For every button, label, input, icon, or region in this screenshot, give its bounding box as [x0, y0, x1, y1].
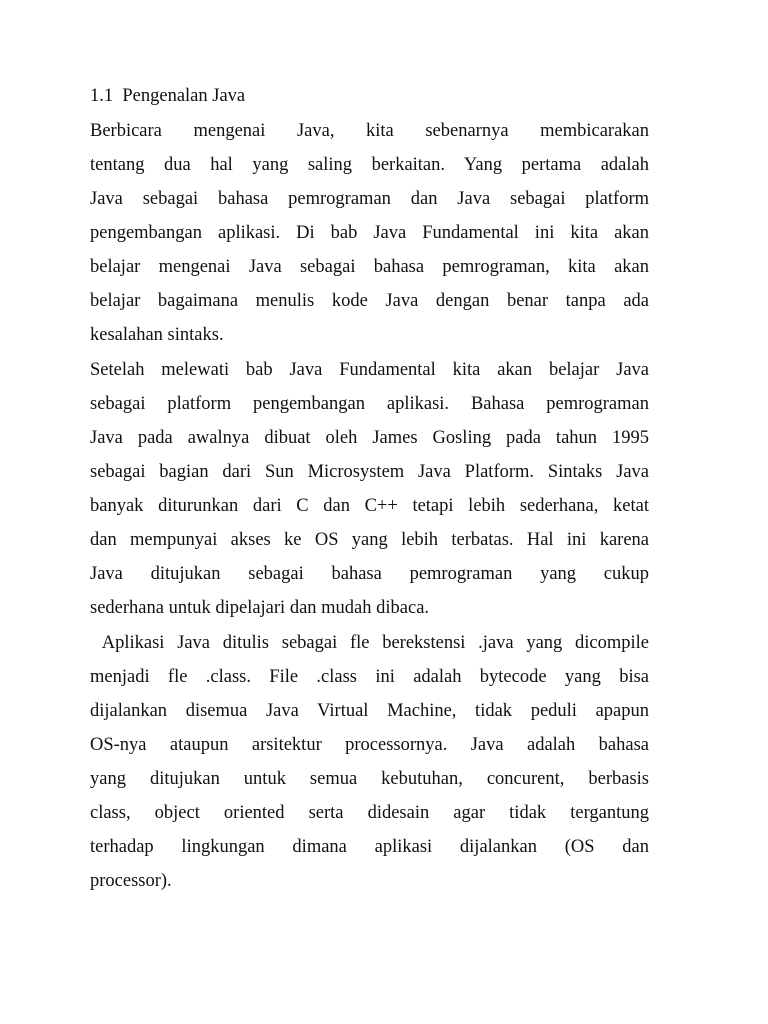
- paragraph-1-line-5: belajar mengenai Java sebagai bahasa pemrograman, kita akan: [90, 257, 649, 277]
- paragraph-3-line-1: Aplikasi Java ditulis sebagai fle berekstensi .java yang dicompile: [90, 633, 649, 653]
- paragraph-1-line-3: Java sebagai bahasa pemrograman dan Java sebagai platform: [90, 189, 649, 209]
- paragraph-3-line-3: dijalankan disemua Java Virtual Machine, tidak peduli apapun: [90, 701, 649, 721]
- paragraph-2-line-6: dan mempunyai akses ke OS yang lebih terbatas. Hal ini karena: [90, 530, 649, 550]
- section-heading: [90, 85, 245, 107]
- paragraph-2-line-8: sederhana untuk dipelajari dan mudah dibaca.: [90, 598, 430, 618]
- paragraph-3-line-7: terhadap lingkungan dimana aplikasi dijalankan (OS dan: [90, 837, 649, 857]
- paragraph-3-line-8: processor).: [90, 871, 172, 891]
- section-title: Pengenalan Java: [122, 86, 246, 106]
- paragraph-2-line-1: Setelah melewati bab Java Fundamental kita akan belajar Java: [90, 360, 649, 380]
- paragraph-2-line-4: sebagai bagian dari Sun Microsystem Java Platform. Sintaks Java: [90, 462, 649, 482]
- paragraph-1-line-2: tentang dua hal yang saling berkaitan. Yang pertama adalah: [90, 155, 649, 175]
- paragraph-1-line-4: pengembangan aplikasi. Di bab Java Fundamental ini kita akan: [90, 223, 649, 243]
- paragraph-2-line-7: Java ditujukan sebagai bahasa pemrograman yang cukup: [90, 564, 649, 584]
- paragraph-1-line-6: belajar bagaimana menulis kode Java dengan benar tanpa ada: [90, 291, 649, 311]
- paragraph-2-line-3: Java pada awalnya dibuat oleh James Gosling pada tahun 1995: [90, 428, 649, 448]
- paragraph-3-line-2: menjadi fle .class. File .class ini adalah bytecode yang bisa: [90, 667, 649, 687]
- paragraph-1-line-7: kesalahan sintaks.: [90, 325, 224, 345]
- paragraph-2-line-5: banyak diturunkan dari C dan C++ tetapi lebih sederhana, ketat: [90, 496, 649, 516]
- paragraph-3-line-5: yang ditujukan untuk semua kebutuhan, concurent, berbasis: [90, 769, 649, 789]
- paragraph-1-line-1: Berbicara mengenai Java, kita sebenarnya membicarakan: [90, 121, 649, 141]
- paragraph-3-line-4: OS-nya ataupun arsitektur processornya. Java adalah bahasa: [90, 735, 649, 755]
- paragraph-3-line-6: class, object oriented serta didesain agar tidak tergantung: [90, 803, 649, 823]
- paragraph-2-line-2: sebagai platform pengembangan aplikasi. Bahasa pemrograman: [90, 394, 649, 414]
- section-number: 1.1: [90, 86, 114, 106]
